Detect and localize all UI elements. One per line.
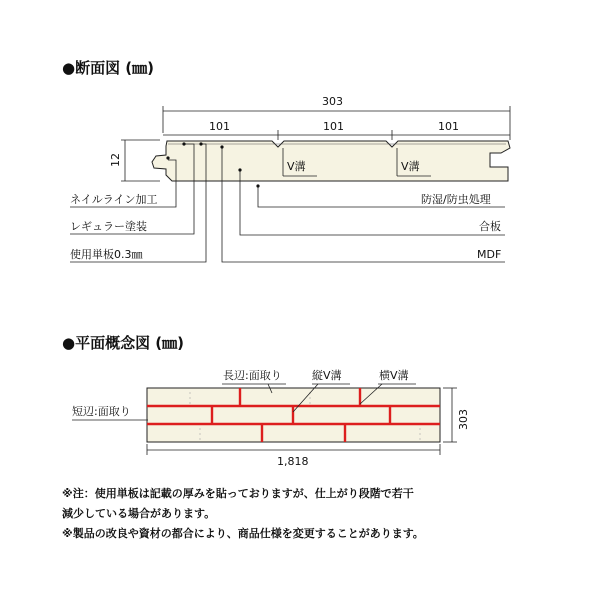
- total-width-dimension: 303: [322, 95, 343, 108]
- nail-line-callout: ネイルライン加工: [70, 193, 158, 206]
- note-line-2: 減少している場合があります。: [62, 507, 216, 520]
- pitch-dimension-3: 101: [438, 120, 459, 133]
- plan-view-title: ●平面概念図 (㎜): [62, 334, 185, 352]
- plywood-callout: 合板: [479, 220, 501, 233]
- thickness-dimension: 12: [109, 153, 122, 167]
- horizontal-groove-label: 横V溝: [379, 369, 409, 382]
- regular-coating-callout: レギュラー塗装: [70, 220, 147, 233]
- vertical-groove-label: 縦V溝: [312, 369, 342, 382]
- plan-length-dimension: 1,818: [277, 455, 309, 468]
- v-groove-label-1: V溝: [287, 160, 306, 173]
- moisture-insect-callout: 防湿/防虫処理: [421, 193, 491, 206]
- long-edge-label: 長辺:面取り: [223, 369, 282, 382]
- veneer-callout: 使用単板0.3㎜: [70, 248, 143, 261]
- mdf-callout: MDF: [477, 248, 502, 261]
- pitch-dimension-2: 101: [323, 120, 344, 133]
- short-edge-label: 短辺:面取り: [72, 405, 131, 418]
- plan-width-dimension: 303: [457, 409, 470, 430]
- v-groove-label-2: V溝: [401, 160, 420, 173]
- pitch-dimension-1: 101: [209, 120, 230, 133]
- note-line-3: ※製品の改良や資材の都合により、商品仕様を変更することがあります。: [62, 527, 424, 540]
- note-line-1: ※注：使用単板は記載の厚みを貼っておりますが、仕上がり段階で若干: [62, 487, 414, 500]
- cross-section-title: ●断面図 (㎜): [62, 59, 155, 77]
